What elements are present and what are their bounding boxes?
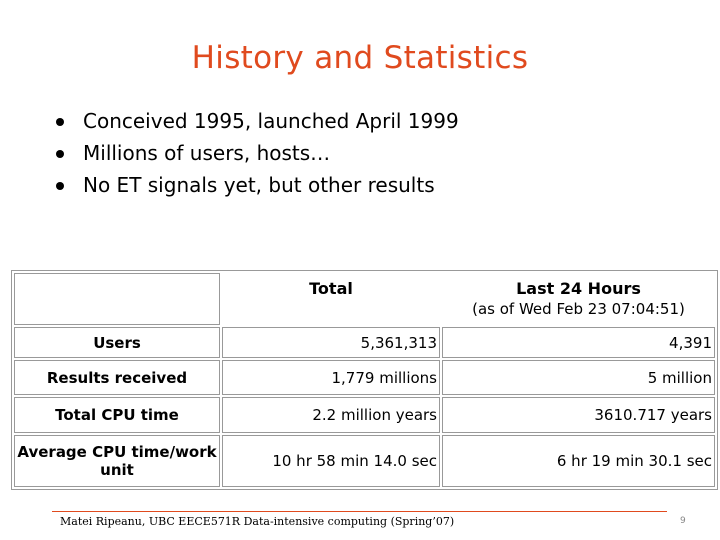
table-header-row (14, 273, 715, 325)
bullet-text: Conceived 1995, launched April 1999 (83, 109, 459, 133)
row-total: 1,779 millions (222, 360, 440, 395)
bullet-text: No ET signals yet, but other results (83, 173, 435, 197)
header-last-24-title: Last 24 Hours (516, 279, 641, 298)
row-label: Results received (14, 360, 220, 395)
row-last-24: 3610.717 years (442, 397, 715, 433)
table-row (14, 397, 715, 433)
bullet-list (54, 106, 459, 202)
slide-title: History and Statistics (191, 40, 529, 76)
table-row (14, 360, 715, 395)
row-label: Users (14, 327, 220, 358)
row-label: Total CPU time (14, 397, 220, 433)
bullet-item (54, 170, 459, 202)
row-last-24: 4,391 (442, 327, 715, 358)
header-last-24-date: (as of Wed Feb 23 07:04:51) (472, 300, 685, 318)
bullet-item (54, 138, 459, 170)
footer-divider (52, 511, 667, 512)
row-last-24: 5 million (442, 360, 715, 395)
table-row (14, 327, 715, 358)
bullet-item (54, 106, 459, 138)
row-last-24: 6 hr 19 min 30.1 sec (442, 435, 715, 487)
page-number: 9 (680, 516, 686, 526)
table-row (14, 435, 715, 487)
header-last-24-hours (442, 273, 715, 325)
header-total: Total (309, 279, 353, 298)
bullet-dot-icon (56, 182, 64, 190)
row-total: 5,361,313 (222, 327, 440, 358)
footer-text: Matei Ripeanu, UBC EECE571R Data-intensive computing (Spring’07) (60, 515, 455, 528)
row-total: 10 hr 58 min 14.0 sec (222, 435, 440, 487)
bullet-dot-icon (56, 118, 64, 126)
bullet-text: Millions of users, hosts… (83, 141, 331, 165)
row-total: 2.2 million years (222, 397, 440, 433)
header-empty-cell (14, 273, 220, 325)
statistics-table (11, 270, 718, 490)
row-label: Average CPU time/work unit (14, 435, 220, 487)
bullet-dot-icon (56, 150, 64, 158)
